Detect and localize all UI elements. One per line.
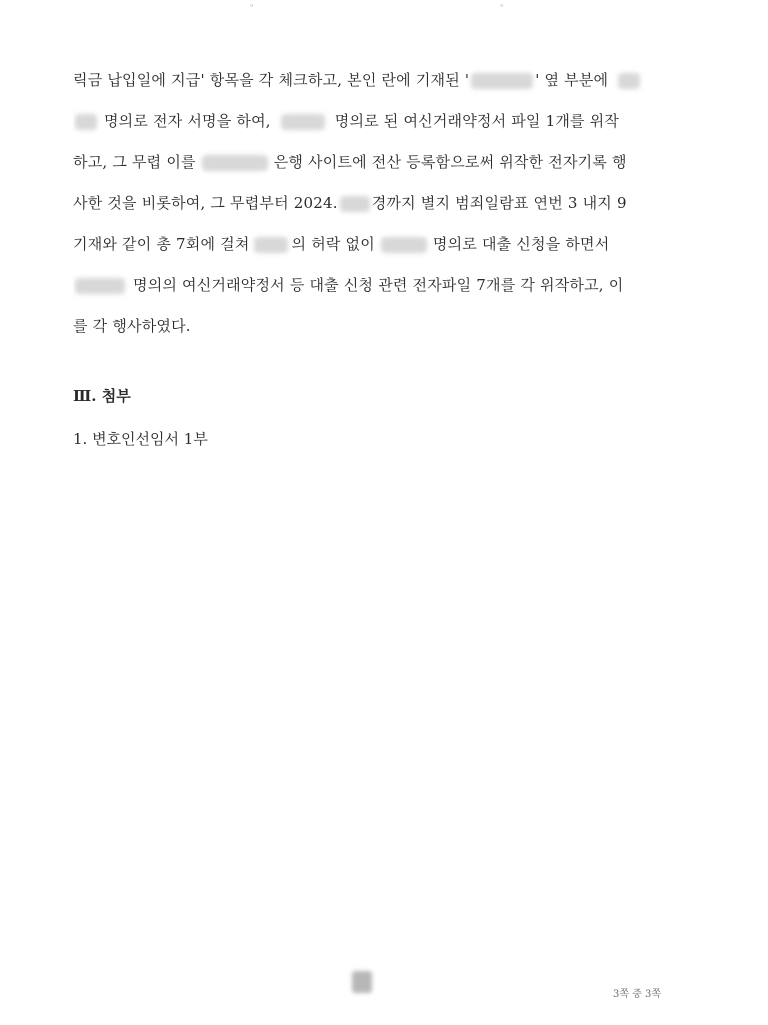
text-segment: 경까지 별지 범죄일람표 연번 3 내지 9 (371, 194, 627, 212)
text-line (73, 306, 693, 347)
text-segment: 은행 사이트에 전산 등록함으로써 위작한 전자기록 행 (273, 153, 627, 171)
text-segment: 명의로 전자 서명을 하여, (99, 112, 271, 130)
scan-mark-right: " (500, 4, 504, 12)
text-line (73, 142, 693, 183)
redacted-name (281, 114, 325, 130)
text-segment: 를 각 행사하였다. (73, 317, 191, 335)
page-number: 3쪽 중 3쪽 (613, 989, 662, 1000)
redacted-bank-name (202, 155, 268, 171)
text-segment: 사한 것을 비롯하여, 그 무렵부터 2024. (73, 194, 338, 212)
attachment-item: 1. 변호인선임서 1부 (73, 430, 208, 448)
text-line (73, 265, 693, 306)
text-segment: 릭금 납입일에 지급' 항목을 각 체크하고, 본인 란에 기재된 ' (73, 71, 470, 89)
seal-stamp (352, 971, 372, 993)
text-line (73, 101, 693, 142)
redacted-name (471, 73, 533, 89)
text-segment: 기재와 같이 총 7회에 걸쳐 (73, 235, 250, 253)
text-segment: 명의로 된 여신거래약정서 파일 1개를 위작 (334, 112, 620, 130)
redacted-date (340, 196, 370, 212)
text-segment: 하고, 그 무렵 이를 (73, 153, 196, 171)
redacted-name (618, 73, 640, 89)
text-segment: ' 옆 부분에 (535, 71, 609, 89)
redacted-name (254, 237, 288, 253)
redacted-name (75, 114, 97, 130)
scan-mark-left: " (250, 4, 254, 12)
section-title: Ⅲ. 첨부 (73, 387, 131, 405)
text-segment: 의 허락 없이 (291, 235, 375, 253)
body-paragraph (73, 60, 693, 347)
text-line (73, 60, 693, 101)
text-segment: 명의의 여신거래약정서 등 대출 신청 관련 전자파일 7개를 각 위작하고, 이 (133, 276, 624, 294)
text-line (73, 183, 693, 224)
redacted-name (381, 237, 427, 253)
text-line (73, 224, 693, 265)
text-segment: 명의로 대출 신청을 하면서 (432, 235, 610, 253)
redacted-name (75, 278, 125, 294)
